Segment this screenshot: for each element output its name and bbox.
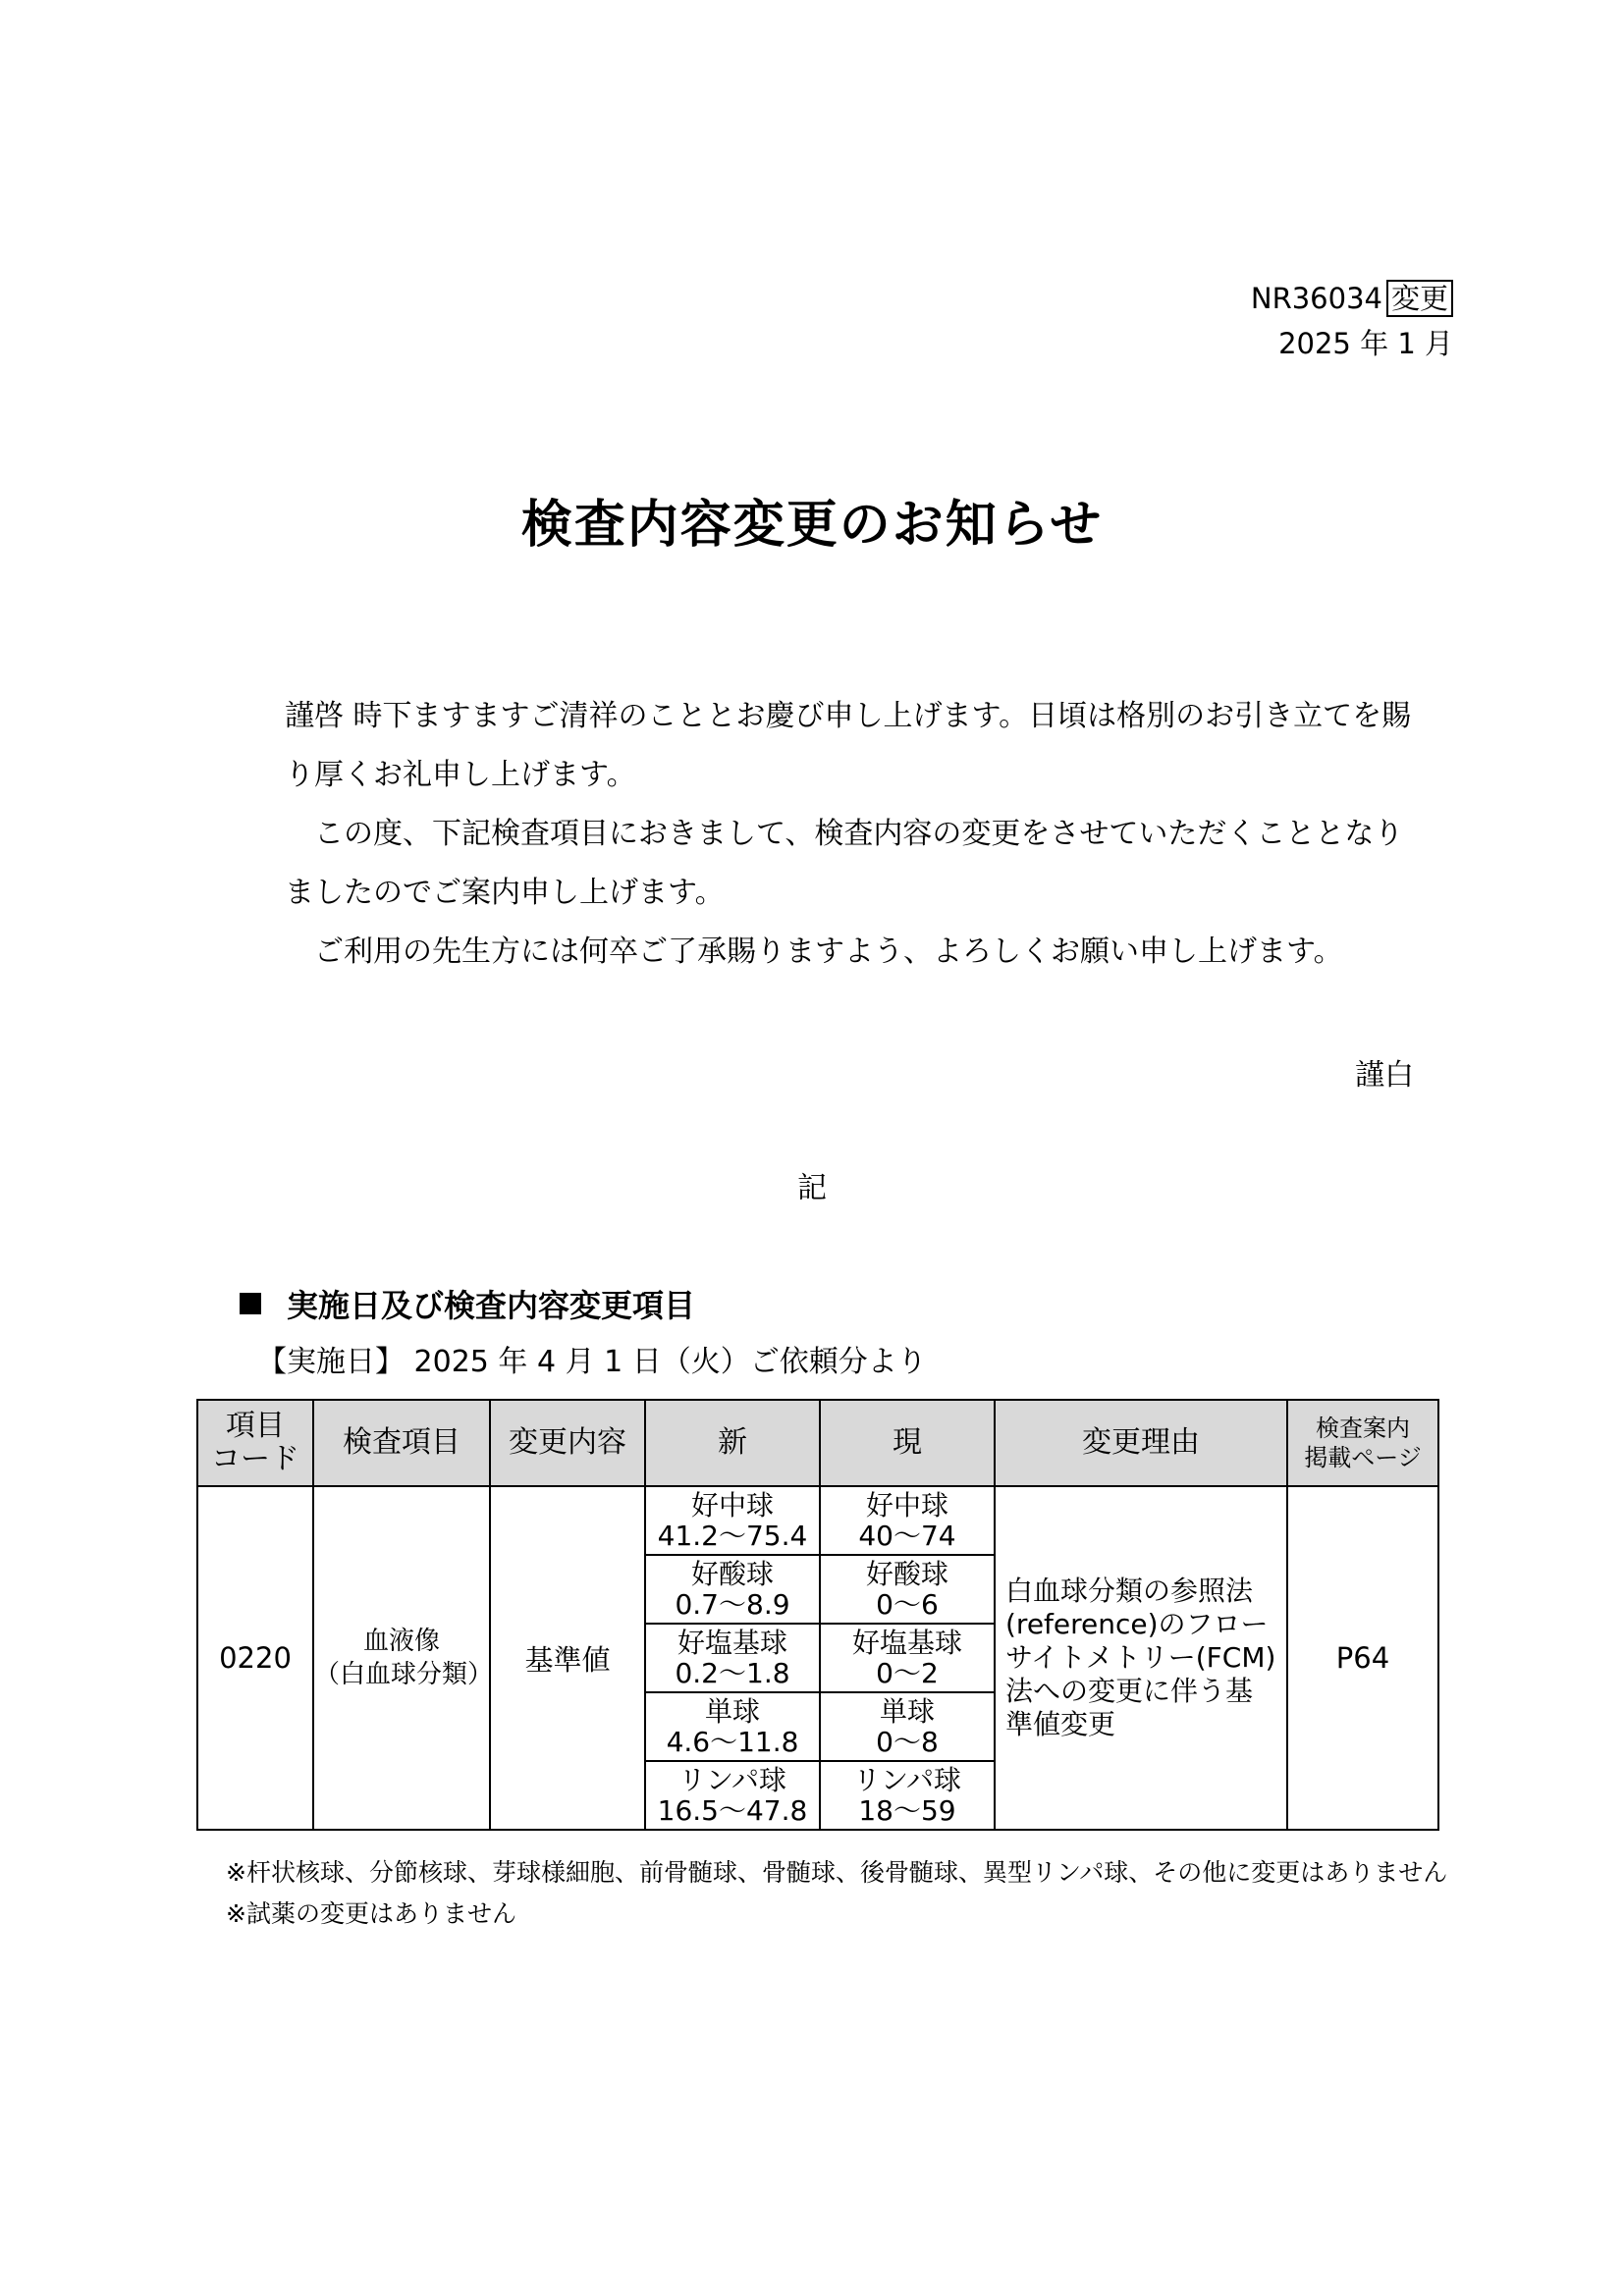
test-item-cell: 血液像 （白血球分類） [313,1486,490,1830]
table-header-row [197,1400,1438,1486]
current-value-cell: 好中球 40〜74 [820,1486,995,1555]
header-reason: 変更理由 [995,1400,1287,1486]
current-value-cell: 好酸球 0〜6 [820,1555,995,1624]
new-value-cell: 単球 4.6〜11.8 [645,1692,820,1761]
document-date: 2025 年 1 月 [1278,327,1453,360]
footnote-reagent: ※試薬の変更はありません [226,1899,516,1928]
current-value-cell: 好塩基球 0〜2 [820,1624,995,1692]
square-bullet-icon [240,1293,261,1314]
document-number-text: NR36034 [1250,282,1382,315]
current-value-cell: リンパ球 18〜59 [820,1761,995,1830]
new-value-cell: 好塩基球 0.2〜1.8 [645,1624,820,1692]
header-current: 現 [820,1400,995,1486]
table-row [197,1486,1438,1555]
change-tag: 変更 [1386,280,1453,317]
header-test-item: 検査項目 [313,1400,490,1486]
implementation-date: 【実施日】 2025 年 4 月 1 日（火）ご依頼分より [257,1345,927,1379]
header-item-code: 項目 コード [197,1400,313,1486]
page-title: 検査内容変更のお知らせ [520,496,1104,555]
new-value-cell: 好中球 41.2〜75.4 [645,1486,820,1555]
section-heading [240,1281,695,1326]
change-content-cell: 基準値 [490,1486,645,1830]
request-paragraph: ご利用の先生方には何卒ご了承賜りますよう、よろしくお願い申し上げます。 [285,934,1343,969]
document-number [1251,277,1453,317]
header-change-content: 変更内容 [490,1400,645,1486]
new-value-cell: 好酸球 0.7〜8.9 [645,1555,820,1624]
new-value-cell: リンパ球 16.5〜47.8 [645,1761,820,1830]
section-heading-text: 実施日及び検査内容変更項目 [287,1287,696,1324]
notice-paragraph: この度、下記検査項目におきまして、検査内容の変更をさせていただくこととなりましたのでご案内申し上げます。 [285,817,1404,910]
current-value-cell: 単球 0〜8 [820,1692,995,1761]
change-table [196,1399,1439,1831]
closing-word: 謹白 [1355,1058,1414,1093]
guide-page-cell: P64 [1287,1486,1438,1830]
footnote-cell-types: ※杆状核球、分節核球、芽球様細胞、前骨髄球、骨髄球、後骨髄球、異型リンパ球、その他に変更はありません [226,1858,1448,1887]
ki-marker: 記 [797,1171,827,1205]
header-new: 新 [645,1400,820,1486]
item-code-cell: 0220 [197,1486,313,1830]
reason-cell: 白血球分類の参照法(reference)のフローサイトメトリー(FCM)法への変更に伴う基準値変更 [995,1486,1287,1830]
header-guide-page: 検査案内 掲載ページ [1287,1400,1438,1486]
greeting-paragraph: 謹啓 時下ますますご清祥のこととお慶び申し上げます。日頃は格別のお引き立てを賜り厚くお礼申し上げます。 [285,699,1412,792]
